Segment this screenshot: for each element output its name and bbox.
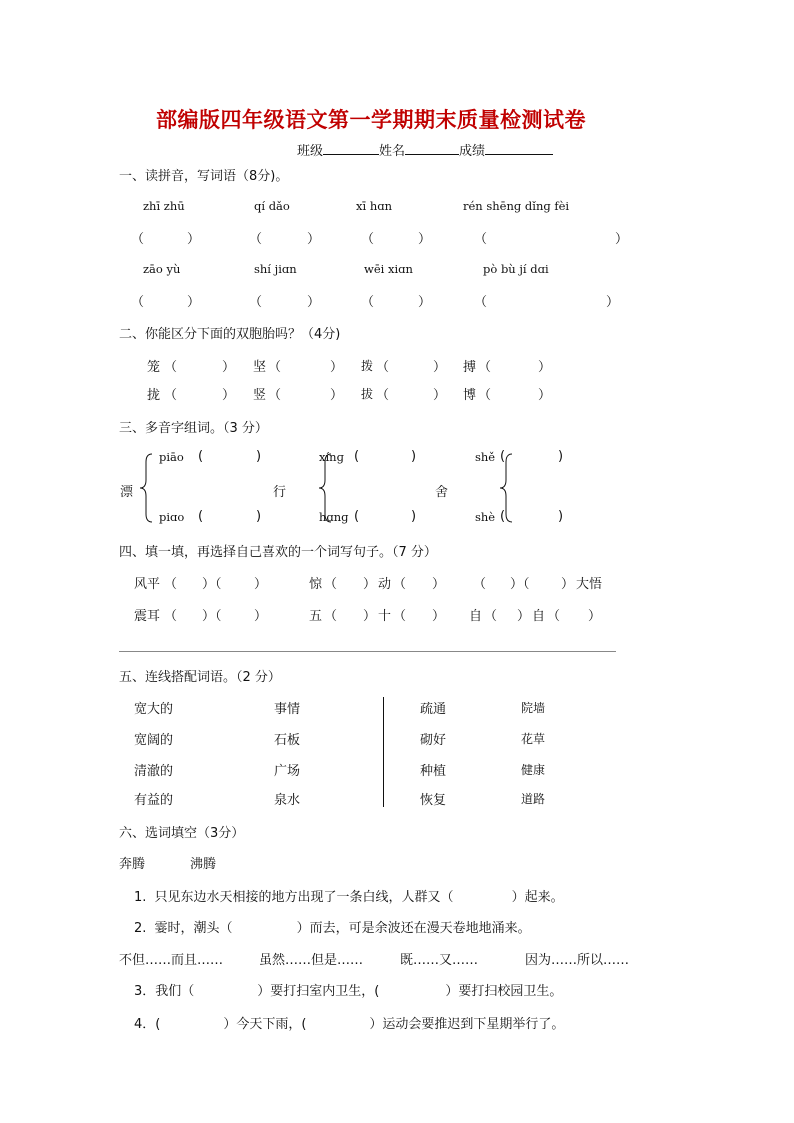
question-text: ）运动会要推迟到下星期举行了。 bbox=[369, 1017, 565, 1032]
pinyin: zhī zhū bbox=[143, 199, 185, 213]
answer-blank[interactable]: ） bbox=[330, 388, 344, 403]
answer-blank[interactable]: ( bbox=[500, 509, 506, 524]
match-word[interactable]: 种植 bbox=[420, 764, 447, 779]
match-word[interactable]: 有益的 bbox=[134, 793, 174, 808]
pinyin: shè bbox=[475, 510, 496, 524]
twin-char: 笼 bbox=[147, 360, 161, 375]
answer-blank[interactable]: （ bbox=[164, 360, 178, 375]
match-word[interactable]: 石板 bbox=[274, 733, 301, 748]
question-text: ）要打扫室内卫生，( bbox=[257, 984, 380, 999]
twin-char: 坚 bbox=[253, 360, 267, 375]
answer-blank[interactable]: ） bbox=[517, 609, 531, 624]
polyphone-char: 舍 bbox=[435, 485, 449, 500]
answer-blank[interactable]: （ bbox=[393, 577, 407, 592]
pinyin: xínɡ bbox=[319, 450, 344, 464]
answer-blank[interactable]: （ bbox=[361, 295, 375, 310]
answer-blank[interactable]: ）（ bbox=[510, 577, 530, 592]
section-3-heading: 三、多音字组词。（3 分） bbox=[119, 421, 268, 436]
idiom-fragment: 动 bbox=[378, 577, 392, 592]
idiom-fragment: 风平 bbox=[134, 577, 161, 592]
answer-blank[interactable]: ) bbox=[411, 449, 417, 464]
answer-blank[interactable]: （ bbox=[547, 609, 561, 624]
idiom-fragment: 大悟 bbox=[576, 577, 603, 592]
score-blank[interactable] bbox=[485, 143, 553, 155]
answer-blank[interactable]: ) bbox=[256, 509, 262, 524]
answer-blank[interactable]: ） bbox=[588, 609, 602, 624]
pinyin: wēi xiɑn bbox=[364, 262, 413, 276]
answer-blank[interactable]: ） bbox=[222, 360, 236, 375]
answer-blank[interactable]: ） bbox=[615, 232, 629, 247]
match-word[interactable]: 泉水 bbox=[274, 793, 301, 808]
answer-blank[interactable]: ( bbox=[354, 509, 360, 524]
match-word[interactable]: 恢复 bbox=[420, 793, 447, 808]
section-5-heading: 五、连线搭配词语。（2 分） bbox=[119, 670, 281, 685]
word-option: 既……又…… bbox=[400, 953, 479, 968]
twin-char: 搏 bbox=[463, 360, 477, 375]
question-text: 3．我们（ bbox=[134, 984, 195, 999]
question-4 bbox=[134, 1013, 564, 1032]
pinyin: zāo yù bbox=[143, 262, 181, 276]
pinyin: shí jiɑn bbox=[254, 262, 297, 276]
match-word[interactable]: 健康 bbox=[521, 763, 546, 777]
match-word[interactable]: 院墙 bbox=[521, 701, 546, 715]
answer-blank[interactable]: ） bbox=[254, 609, 268, 624]
answer-blank[interactable]: （ bbox=[164, 577, 178, 592]
answer-blank[interactable]: ） bbox=[418, 295, 432, 310]
answer-blank[interactable]: ） bbox=[433, 388, 447, 403]
pinyin: piāo bbox=[159, 450, 184, 464]
answer-blank[interactable]: ) bbox=[558, 509, 564, 524]
answer-blank[interactable]: （ bbox=[324, 609, 338, 624]
match-word[interactable]: 清澈的 bbox=[134, 764, 174, 779]
question-1 bbox=[134, 886, 564, 905]
answer-blank[interactable]: ） bbox=[187, 232, 201, 247]
answer-blank[interactable]: ） bbox=[307, 295, 321, 310]
answer-blank[interactable]: ） bbox=[254, 577, 268, 592]
pinyin: hɑnɡ bbox=[319, 510, 349, 524]
answer-blank[interactable]: ） bbox=[418, 232, 432, 247]
answer-blank[interactable]: ） bbox=[432, 577, 446, 592]
answer-blank[interactable]: （ bbox=[268, 360, 282, 375]
section-6-heading: 六、选词填空（3分） bbox=[119, 826, 245, 841]
answer-blank[interactable]: （ bbox=[164, 388, 178, 403]
polyphone-char: 行 bbox=[273, 485, 287, 500]
page-title: 部编版四年级语文第一学期期末质量检测试卷 bbox=[156, 107, 586, 132]
answer-blank[interactable]: ） bbox=[432, 609, 446, 624]
match-word[interactable]: 广场 bbox=[274, 764, 301, 779]
answer-blank[interactable]: ( bbox=[198, 449, 204, 464]
answer-blank[interactable]: ） bbox=[363, 577, 377, 592]
answer-blank[interactable]: （ bbox=[131, 295, 145, 310]
twin-char: 博 bbox=[463, 388, 477, 403]
answer-blank[interactable]: （ bbox=[249, 232, 263, 247]
idiom-fragment: 惊 bbox=[309, 577, 323, 592]
answer-blank[interactable]: ) bbox=[558, 449, 564, 464]
word-option: 虽然……但是…… bbox=[259, 953, 364, 968]
answer-blank[interactable]: ） bbox=[330, 360, 344, 375]
answer-blank[interactable]: ) bbox=[256, 449, 262, 464]
answer-blank[interactable]: ） bbox=[606, 295, 620, 310]
pinyin: pò bù jí dɑi bbox=[483, 262, 549, 276]
question-text: ）而去，可是余波还在漫天卷地地涌来。 bbox=[296, 921, 531, 936]
answer-blank[interactable]: （ bbox=[376, 360, 390, 375]
answer-blank[interactable]: ） bbox=[561, 577, 575, 592]
match-word[interactable]: 宽阔的 bbox=[134, 733, 174, 748]
question-number: 1. bbox=[134, 890, 147, 905]
section-4-heading: 四、填一填，再选择自己喜欢的一个词写句子。（7 分） bbox=[119, 545, 437, 560]
pinyin: qí dǎo bbox=[254, 199, 290, 213]
name-blank[interactable] bbox=[405, 143, 459, 155]
idiom-fragment: 自 bbox=[532, 609, 546, 624]
answer-blank[interactable]: ） bbox=[222, 388, 236, 403]
answer-blank[interactable]: （ bbox=[473, 577, 487, 592]
word-option: 奔腾 bbox=[119, 857, 146, 872]
answer-blank[interactable]: （ bbox=[164, 609, 178, 624]
answer-blank[interactable]: ) bbox=[411, 509, 417, 524]
answer-blank[interactable]: ） bbox=[538, 360, 552, 375]
answer-blank[interactable]: ） bbox=[187, 295, 201, 310]
question-text: ）今天下雨，( bbox=[223, 1017, 307, 1032]
pinyin: shě bbox=[475, 450, 496, 464]
pinyin: xī hɑn bbox=[356, 199, 392, 213]
idiom-fragment: 五 bbox=[309, 609, 323, 624]
question-number: 2. bbox=[134, 921, 147, 936]
pinyin: rén shēnɡ dǐnɡ fèi bbox=[463, 199, 570, 213]
answer-blank[interactable]: （ bbox=[324, 577, 338, 592]
match-word[interactable]: 道路 bbox=[521, 792, 546, 806]
student-info-line bbox=[297, 140, 553, 159]
class-blank[interactable] bbox=[323, 143, 379, 155]
question-2 bbox=[134, 917, 531, 936]
answer-blank[interactable]: （ bbox=[376, 388, 390, 403]
answer-blank[interactable]: （ bbox=[361, 232, 375, 247]
answer-blank[interactable]: （ bbox=[478, 388, 492, 403]
answer-blank[interactable]: （ bbox=[478, 360, 492, 375]
answer-blank[interactable]: ） bbox=[307, 232, 321, 247]
word-option: 沸腾 bbox=[190, 857, 217, 872]
answer-blank[interactable]: （ bbox=[268, 388, 282, 403]
section-2-heading: 二、你能区分下面的双胞胎吗？（4分) bbox=[119, 327, 341, 342]
answer-blank[interactable]: （ bbox=[484, 609, 498, 624]
question-text: 4．( bbox=[134, 1017, 161, 1032]
idiom-fragment: 震耳 bbox=[134, 609, 161, 624]
match-word[interactable]: 花草 bbox=[521, 732, 546, 746]
polyphone-char: 漂 bbox=[120, 485, 134, 500]
word-option: 不但……而且…… bbox=[119, 953, 224, 968]
answer-blank[interactable]: ( bbox=[354, 449, 360, 464]
twin-char: 拨 bbox=[361, 359, 374, 373]
idiom-fragment: 自 bbox=[469, 609, 483, 624]
word-option: 因为……所以…… bbox=[525, 953, 630, 968]
answer-blank[interactable]: （ bbox=[131, 232, 145, 247]
twin-char: 拔 bbox=[361, 387, 374, 401]
answer-blank[interactable]: ） bbox=[433, 360, 447, 375]
question-text: 只见东边水天相接的地方出现了一条白线，人群又（ bbox=[154, 890, 454, 905]
answer-blank[interactable]: ）（ bbox=[202, 577, 222, 592]
match-word[interactable]: 事情 bbox=[274, 702, 301, 717]
answer-blank[interactable]: （ bbox=[474, 295, 488, 310]
answer-blank[interactable]: （ bbox=[393, 609, 407, 624]
class-label: 班级 bbox=[297, 144, 324, 159]
match-word[interactable]: 宽大的 bbox=[134, 702, 174, 717]
match-word[interactable]: 砌好 bbox=[420, 733, 447, 748]
question-text: 霎时，潮头（ bbox=[154, 921, 233, 936]
section-1-heading: 一、读拼音，写词语（8分)。 bbox=[119, 169, 289, 184]
answer-blank[interactable]: ( bbox=[198, 509, 204, 524]
twin-char: 拢 bbox=[147, 388, 161, 403]
answer-blank[interactable]: ） bbox=[363, 609, 377, 624]
name-label: 姓名 bbox=[379, 144, 406, 159]
answer-blank[interactable]: （ bbox=[249, 295, 263, 310]
answer-blank[interactable]: ）（ bbox=[202, 609, 222, 624]
match-word[interactable]: 疏通 bbox=[420, 702, 447, 717]
pinyin: piɑo bbox=[159, 510, 185, 524]
question-3 bbox=[134, 980, 562, 999]
divider bbox=[383, 697, 384, 807]
question-text: ）要打扫校园卫生。 bbox=[445, 984, 563, 999]
answer-blank[interactable]: ( bbox=[500, 449, 506, 464]
idiom-fragment: 十 bbox=[378, 609, 392, 624]
sentence-writing-line[interactable] bbox=[119, 651, 616, 652]
twin-char: 竖 bbox=[253, 388, 267, 403]
brace-icon bbox=[138, 452, 154, 524]
answer-blank[interactable]: ） bbox=[538, 388, 552, 403]
score-label: 成绩 bbox=[459, 144, 486, 159]
question-text: ）起来。 bbox=[511, 890, 564, 905]
answer-blank[interactable]: （ bbox=[474, 232, 488, 247]
